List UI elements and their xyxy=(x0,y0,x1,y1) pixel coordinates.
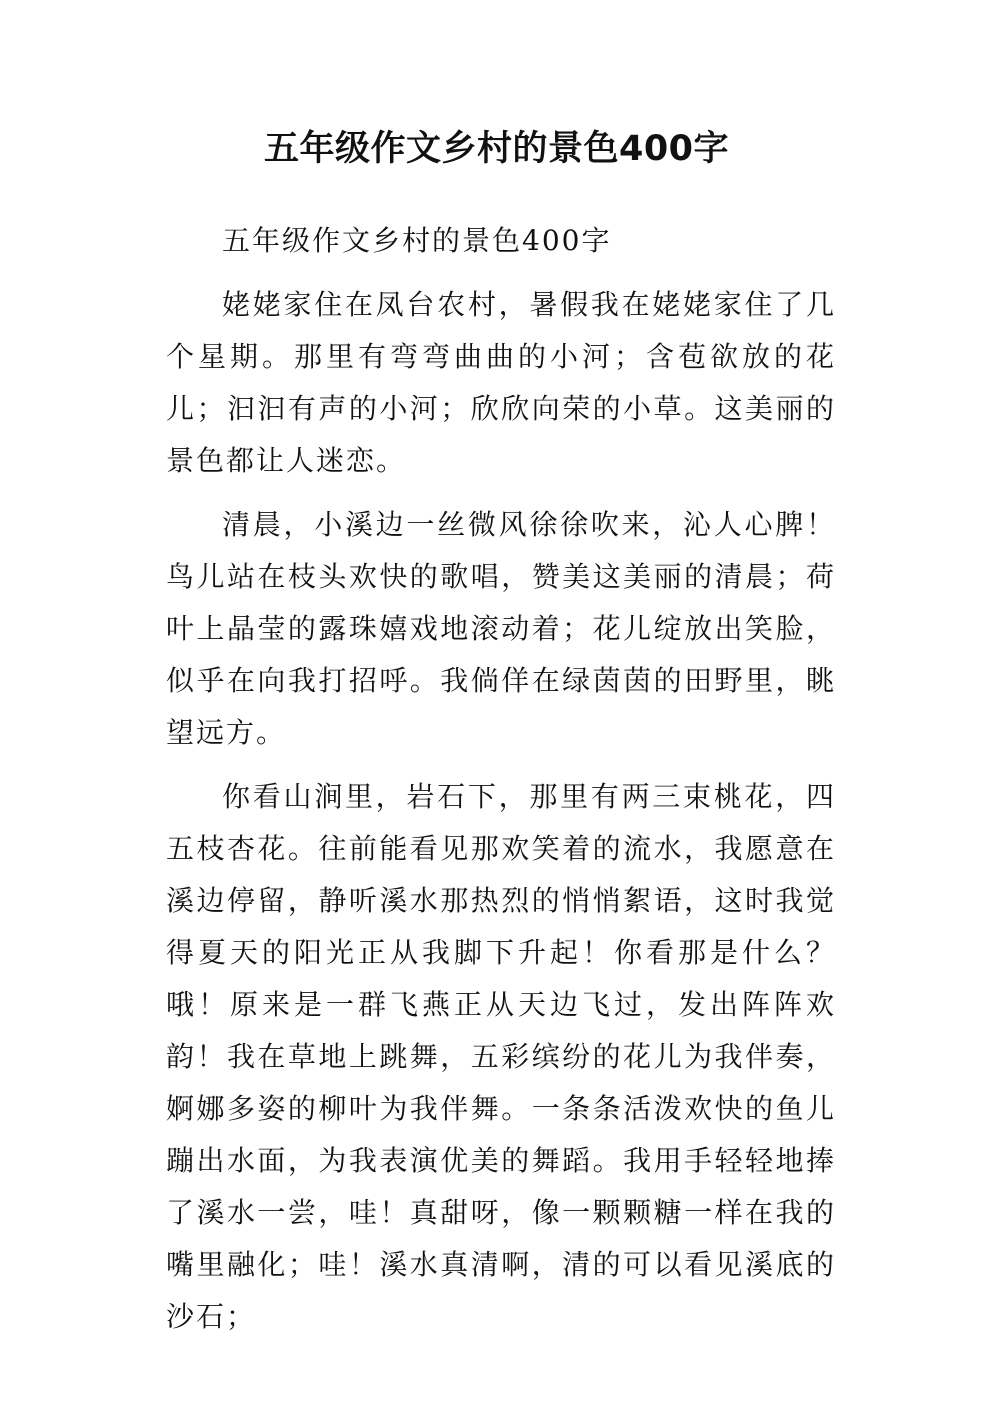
paragraph-heading: 五年级作文乡村的景色400字 xyxy=(222,224,612,257)
document-title: 五年级作文乡村的景色400字 xyxy=(263,129,730,169)
document-body xyxy=(166,215,836,1343)
paragraph: 清晨，小溪边一丝微风徐徐吹来，沁人心脾！鸟儿站在枝头欢快的歌唱，赞美这美丽的清晨；荷叶上晶莹的露珠嬉戏地滚动着；花儿绽放出笑脸，似乎在向我打招呼。我倘佯在绿茵茵的田野里，眺望远方。 xyxy=(166,508,836,749)
paragraph: 你看山涧里，岩石下，那里有两三束桃花，四五枝杏花。往前能看见那欢笑着的流水，我愿意在溪边停留，静听溪水那热烈的悄悄絮语，这时我觉得夏天的阳光正从我脚下升起！你看那是什么？哦！原来是一群飞燕正从天边飞过，发出阵阵欢韵！我在草地上跳舞，五彩缤纷的花儿为我伴奏，婀娜多姿的柳叶为我伴舞。一条条活泼欢快的鱼儿蹦出水面，为我表演优美的舞蹈。我用手轻轻地捧了溪水一尝，哇！真甜呀，像一颗颗糖一样在我的嘴里融化；哇！溪水真清啊，清的可以看见溪底的沙石； xyxy=(166,780,836,1333)
paragraph: 姥姥家住在凤台农村，暑假我在姥姥家住了几个星期。那里有弯弯曲曲的小河；含苞欲放的花儿；汩汩有声的小河；欣欣向荣的小草。这美丽的景色都让人迷恋。 xyxy=(166,288,836,477)
